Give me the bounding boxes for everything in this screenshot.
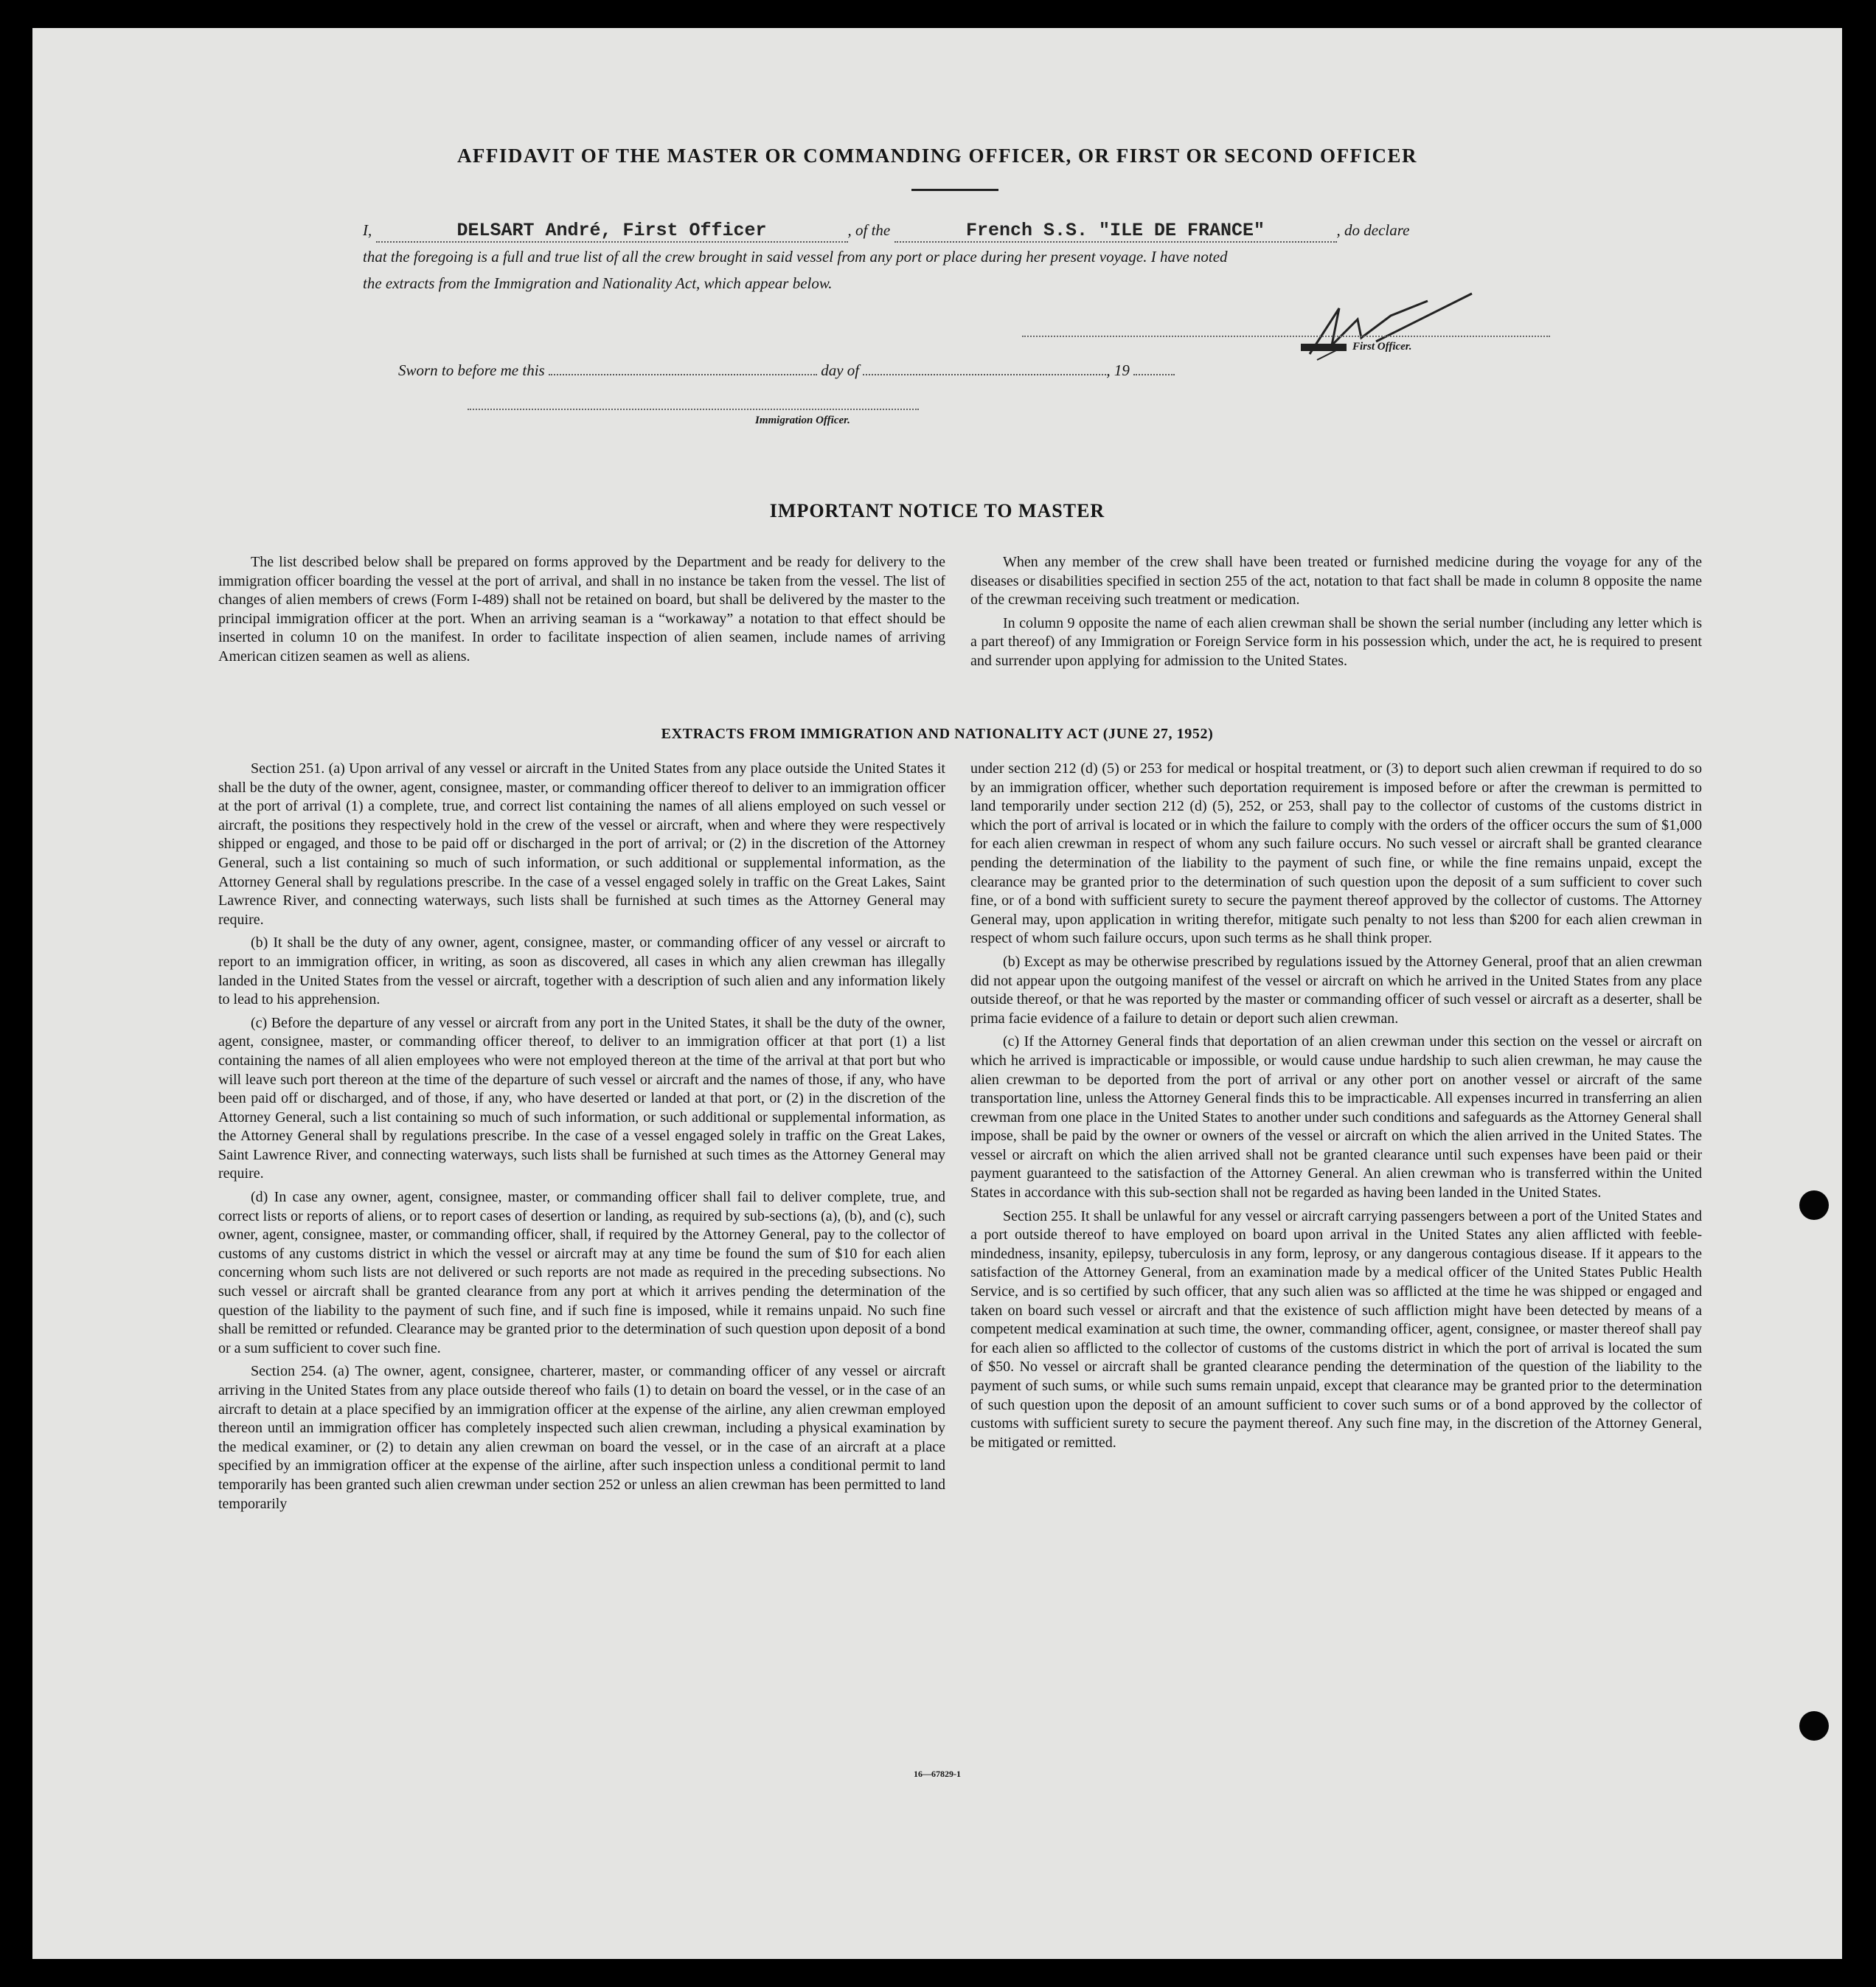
year-label: , 19 — [1106, 361, 1130, 379]
declaration-line-3: the extracts from the Immigration and Nationality Act, which appear below. — [363, 274, 833, 292]
section-254-c: (c) If the Attorney General finds that deportation of an alien crewman under this section on the vessel or aircraft on which he arrived is impracticable or impossible, or would cause undue hardship to such alien crewman, he may cause the alien crewman to be deported from the port of arrival or any other port on another vessel or aircraft of the same transportation line, unless the Attorney General finds this to be impracticable. All expenses incurred in transferring an alien crewman from one place in the United States to another under such conditions and safeguards as the Attorney General shall impose, shall be paid by the owner or owners of the vessel or aircraft on which the alien arrived in the United States. The vessel or aircraft on which the alien arrived shall not be granted clearance until such expenses have been paid or their payment guaranteed to the satisfaction of the Attorney General. An alien crewman who is transferred within the United States in accordance with this sub-section shall not be regarded as having been landed in the United States. — [970, 1033, 1702, 1201]
officer-name-field — [376, 220, 848, 243]
day-of-label: day of — [821, 361, 860, 379]
title-rule — [911, 189, 998, 191]
officer-name: DELSART André, First Officer — [456, 220, 767, 241]
notice-left-column — [218, 553, 945, 667]
extracts-title: EXTRACTS FROM IMMIGRATION AND NATIONALITY ACT (JUNE 27, 1952) — [661, 726, 1214, 742]
vessel-field — [894, 220, 1337, 243]
immigration-officer-line — [468, 409, 919, 410]
section-254-a-continued: under section 212 (d) (5) or 253 for medical or hospital treatment, or (3) to deport such alien crewman if required to do so by an immigration officer, whether such deportation requirement is imposed before or after the crewman is permitted to land temporarily under section 212 (d) (5), 252, or 253, shall pay to the collector of customs of the customs district in which the port of arrival is located or in which the failure to comply with the orders of the officer occurs the sum of $1,000 for each alien crewman in respect of whom any such failure occurs. No such vessel or aircraft shall be granted clearance pending the determination of the liability to the payment of such fine, or while the fine remains unpaid, except the clearance may be granted prior to the determination of such question upon the deposit of a sum sufficient to cover such fine, or of a bond with sufficient surety to secure the payment thereof approved by the collector of customs. The Attorney General may, upon application in writing therefor, mitigate such penalty to not less than $200 for each alien crewman in respect of whom such failure occurs, upon such terms as he shall think proper. — [970, 760, 1702, 947]
form-number: 16—67829-1 — [914, 1769, 961, 1779]
notice-left-paragraph: The list described below shall be prepared on forms approved by the Department and be ready for delivery to the immigration officer boarding the vessel at the port of arrival, and shall in no instance be taken from the vessel. The list of changes of alien members of crews (Form I-489) shall not be retained on board, but shall be delivered by the master to the principal immigration officer at the port. When an arriving seaman is a “workaway” a notation to that effect should be inserted in column 10 on the manifest. In order to facilitate inspection of alien seamen, include names of arriving American citizen seamen as well as aliens. — [218, 554, 945, 665]
extracts-right-column — [970, 760, 1702, 1452]
punch-hole-bottom — [1799, 1711, 1829, 1741]
of-the-label: , of the — [847, 221, 891, 239]
sworn-day-field — [549, 374, 817, 375]
section-251-b: (b) It shall be the duty of any owner, agent, consignee, master, or commanding officer of any vessel or aircraft to report to an immigration officer, in writing, as soon as discovered, all cases in which any alien crewman has illegally landed in the United States from the vessel or aircraft, together with a description of such alien and any information likely to lead to his apprehension. — [218, 934, 945, 1008]
document-page — [32, 28, 1842, 1959]
extracts-left-column — [218, 760, 945, 1513]
signature-line — [1022, 336, 1550, 337]
notice-title: IMPORTANT NOTICE TO MASTER — [769, 500, 1105, 521]
declaration-line-1 — [363, 220, 1554, 243]
do-declare-label: , do declare — [1336, 221, 1410, 239]
section-254-b: (b) Except as may be otherwise prescribed by regulations issued by the Attorney General, proof that an alien crewman did not appear upon the outgoing manifest of the vessel or aircraft on which he arrived in the United States from any place outside thereof, or that he was reported by the master or commanding officer of such vessel or aircraft as a deserter, shall be prima facie evidence of a failure to detain or deport such alien crewman. — [970, 953, 1702, 1027]
declaration-line-2: that the foregoing is a full and true list of all the crew brought in said vessel from any port or place during her present voyage. I have noted — [363, 248, 1228, 266]
affidavit-title: AFFIDAVIT OF THE MASTER OR COMMANDING OFFICER, OR FIRST OR SECOND OFFICER — [456, 145, 1418, 167]
struck-text — [1301, 344, 1347, 351]
notice-right-column — [970, 553, 1702, 671]
notice-right-paragraph-1: When any member of the crew shall have been treated or furnished medicine during the voyage for any of the diseases or disabilities specified in section 255 of the act, notation to that fact shall be made in column 8 opposite the name of the crewman receiving such treatment or medication. — [970, 554, 1702, 608]
signature-mark — [1288, 286, 1487, 367]
section-251-a: Section 251. (a) Upon arrival of any vessel or aircraft in the United States from any place outside the United States it shall be the duty of the owner, agent, consignee, master, or commanding officer thereof to deliver to an immigration officer at the port of arrival (1) a complete, true, and correct list containing the names of all aliens employed on such vessel or aircraft, the positions they respectively hold in the crew of the vessel or aircraft, when and where they were respectively shipped or engaged, and those to be paid off or discharged in the port of arrival; or (2) in the discretion of the Attorney General, such a list containing so much of such information, or such additional or supplemental information, as the Attorney General shall by regulations prescribe. In the case of a vessel engaged solely in traffic on the Great Lakes, Saint Lawrence River, and connecting waterways, such lists shall be furnished at such times as the Attorney General may require. — [218, 760, 945, 928]
section-251-c: (c) Before the departure of any vessel or aircraft from any port in the United States, it shall be the duty of the owner, agent, consignee, master, or commanding officer thereof, to deliver to an immigration officer at that port (1) a list containing the names of all alien employees who were not employed thereon at the time of the arrival at that port but who will leave such port thereon at the time of the departure of such vessel or aircraft and the names of those, if any, who have been paid off or discharged, and of those, if any, who have deserted or landed at that port, or (2) in the discretion of the Attorney General, such a list containing so much of such information, or such additional or supplemental information, as the Attorney General shall by regulations prescribe. In the case of a vessel engaged solely in traffic on the Great Lakes, Saint Lawrence River, and connecting waterways, such lists shall be furnished at such times as the Attorney General may require. — [218, 1014, 945, 1182]
signature-caption: First Officer. — [1301, 341, 1412, 353]
punch-hole-top — [1799, 1190, 1829, 1220]
vessel-name: French S.S. "ILE DE FRANCE" — [965, 220, 1265, 241]
immigration-officer-caption: Immigration Officer. — [755, 415, 850, 426]
sworn-month-field — [863, 374, 1106, 375]
section-255: Section 255. It shall be unlawful for any vessel or aircraft carrying passengers between a port of the United States and a port outside thereof to have employed on board upon arrival in the United States any alien afflicted with feeble-mindedness, insanity, epilepsy, tuberculosis in any form, leprosy, or any dangerous contagious disease. If it appears to the satisfaction of the Attorney General, from an examination made by a medical officer of the United States Public Health Service, and is so certified by such officer, that any such alien was so afflicted at the time he was shipped or engaged and taken on board such vessel or aircraft and that the existence of such affliction might have been detected by means of a competent medical examination at such time, the owner, commanding officer, agent, consignee, or master thereof shall pay for each alien so afflicted to the collector of customs of the customs district in which the port of arrival is located the sum of $50. No vessel or aircraft shall be granted clearance pending the determination of the question of the liability to the payment of such sums, or while such sums remain unpaid, except that clearance may be granted prior to the determination of such question upon the deposit of an amount sufficient to cover such sums or of a bond approved by the collector of customs with sufficient surety to secure the payment thereof. Any such fine may, in the discretion of the Attorney General, be mitigated or remitted. — [970, 1207, 1702, 1451]
section-254-a: Section 254. (a) The owner, agent, consignee, charterer, master, or commanding officer of any vessel or aircraft arriving in the United States from any place outside thereof who fails (1) to detain on board the vessel, or in the case of an aircraft to detain at a place specified by an immigration officer at the expense of the airline, any alien crewman employed thereon until an immigration officer has completely inspected such alien crewman, including a physical examination by the medical examiner, or (2) to detain any alien crewman on board the vessel, or in the case of an aircraft at a place specified by an immigration officer at the expense of the airline, after such inspection unless a conditional permit to land temporarily has been granted such alien crewman under section 252 or unless an alien crewman has been permitted to land temporarily — [218, 1363, 945, 1512]
sworn-label: Sworn to before me this — [398, 361, 545, 379]
section-251-d: (d) In case any owner, agent, consignee, master, or commanding officer shall fail to deliver complete, true, and correct lists or reports of aliens, or to report cases of desertion or landing, as required by sub-sections (a), (b), and (c), such owner, agent, consignee, master, or commanding officer, shall, if required by the Attorney General, pay to the collector of customs of any customs district in which the vessel or aircraft may at any time be found the sum of $10 for each alien concerning whom such lists are not delivered or such reports are not made as required in the preceding subsections. No such vessel or aircraft shall be granted clearance from any port at which it arrives pending the determination of the question of the liability to the payment of such fine, and if such fine is imposed, while it remains unpaid. No such fine shall be remitted or refunded. Clearance may be granted prior to the determination of such question upon deposit of a bond or a sum sufficient to cover such fine. — [218, 1189, 945, 1356]
declaration-i: I, — [363, 221, 372, 239]
sworn-year-field — [1133, 374, 1175, 375]
notice-right-paragraph-2: In column 9 opposite the name of each alien crewman shall be shown the serial number (including any letter which is a part thereof) of any Immigration or Foreign Service form in his possession which, under the act, he is required to present and surrender upon applying for admission to the United States. — [970, 614, 1702, 669]
sworn-line — [398, 361, 1283, 380]
